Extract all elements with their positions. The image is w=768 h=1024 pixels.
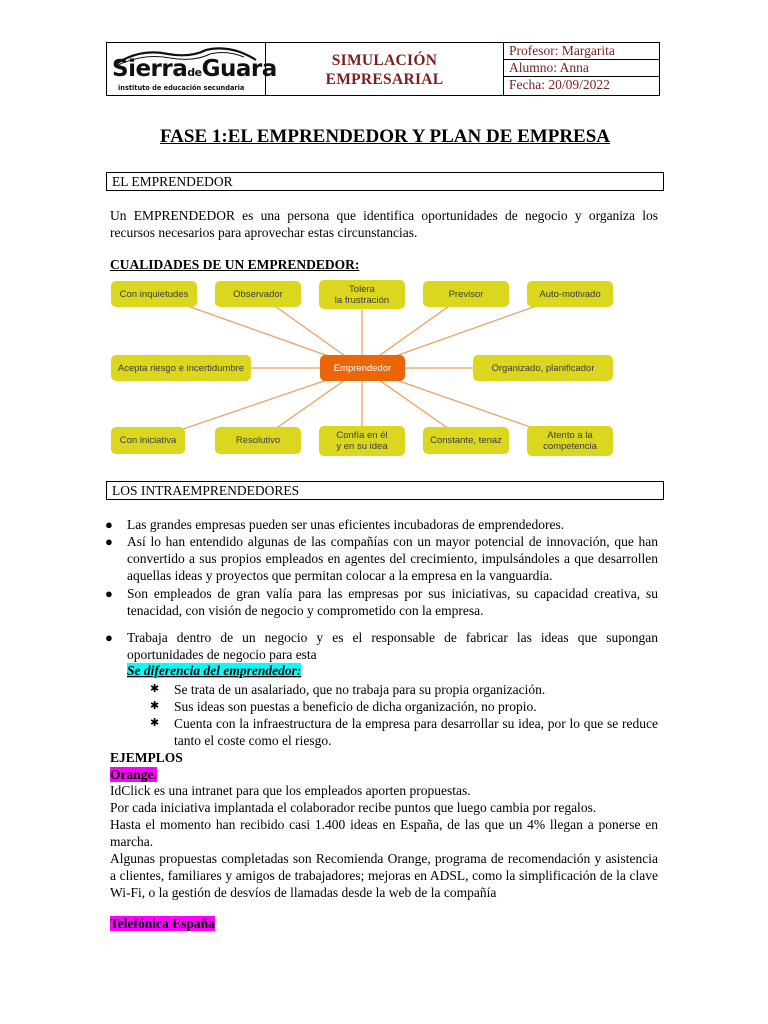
logo-subtitle: instituto de educación secundaria xyxy=(118,84,245,92)
header-title xyxy=(266,51,503,89)
sub-bullet-text: Sus ideas son puestas a beneficio de dicha organización, no propio. xyxy=(174,699,537,714)
section-heading-emprendedor: EL EMPRENDEDOR xyxy=(106,172,664,191)
examples-heading: EJEMPLOS xyxy=(110,750,183,765)
logo-word-sierra: Sierra xyxy=(112,56,188,82)
bullet-icon: ● xyxy=(105,586,113,601)
difference-label-wrapper xyxy=(127,662,301,679)
orange-line-2: Por cada iniciativa implantada el colaborador recibe puntos que luego cambia por regalos. xyxy=(110,800,597,815)
bullet-text: Así lo han entendido algunas de las compañías con un mayor potencial de innovación, que han convertido a sus propios empleados en agentes del crecimiento, impulsándoles a que desarrollen aquellas ideas y proyectos que permitan colocar a la empresa en la vanguardia. xyxy=(127,534,658,583)
header-title-line2: EMPRESARIAL xyxy=(325,71,444,88)
star-bullet-icon: ✱ xyxy=(150,700,160,712)
bullet-icon: ● xyxy=(105,517,113,532)
bullet-text: Trabaja dentro de un negocio y es el responsable de fabricar las ideas que supongan oportunidades de negocio para esta xyxy=(127,630,658,662)
bullet-text: Las grandes empresas pueden ser unas eficientes incubadoras de emprendedores. xyxy=(127,517,565,532)
bullet-text: Son empleados de gran valía para las empresas por sus iniciativas, su capacidad creativa, su tenacidad, con visión de negocio y comprometido con la empresa. xyxy=(127,586,658,618)
header-profesor: Profesor: Margarita xyxy=(504,43,659,60)
orange-line-3: Hasta el momento han recibido casi 1.400 ideas en España, de las que un 4% llegan a ponerse en marcha. xyxy=(110,817,658,849)
bullet-icon: ● xyxy=(105,630,113,645)
node-acepta-riesgo: Acepta riesgo e incertidumbre xyxy=(111,355,251,381)
emprendedor-definition: Un EMPRENDEDOR es una persona que identifica oportunidades de negocio y organiza los recursos necesarios para aprovechar estas circunstancias. xyxy=(110,208,658,240)
node-resolutivo: Resolutivo xyxy=(215,427,301,454)
node-atento-competencia: Atento a la competencia xyxy=(527,426,613,456)
sub-bullet-text: Cuenta con la infraestructura de la empresa para desarrollar su idea, por lo que se reduce tanto el coste como el riesgo. xyxy=(174,716,658,748)
header-title-line1: SIMULACIÓN xyxy=(331,52,438,69)
node-emprendedor-center: Emprendedor xyxy=(320,355,405,381)
qualities-heading: CUALIDADES DE UN EMPRENDEDOR: xyxy=(110,257,360,272)
header-fecha: Fecha: 20/09/2022 xyxy=(509,77,610,92)
difference-label: Se diferencia del emprendedor: xyxy=(127,663,302,678)
orange-label-wrapper xyxy=(110,766,157,783)
section-heading-intraemprendedores: LOS INTRAEMPRENDEDORES xyxy=(106,481,664,500)
orange-line-1: IdClick es una intranet para que los empleados aporten propuestas. xyxy=(110,783,471,798)
document-title: FASE 1:EL EMPRENDEDOR Y PLAN DE EMPRESA xyxy=(159,126,611,147)
sub-bullet-text: Se trata de un asalariado, que no trabaja para su propia organización. xyxy=(174,682,546,697)
logo-word-guara: Guara xyxy=(201,56,277,82)
bullet-icon: ● xyxy=(105,534,113,549)
orange-label: Orange. xyxy=(110,767,157,782)
node-con-iniciativa: Con iniciativa xyxy=(111,427,185,454)
node-constante-tenaz: Constante, tenaz xyxy=(423,427,509,454)
node-organizado-planificador: Organizado, planificador xyxy=(473,355,613,381)
star-bullet-icon: ✱ xyxy=(150,683,160,695)
node-confia-en-el: Confía en él y en su idea xyxy=(319,426,405,456)
node-previsor: Previsor xyxy=(423,281,509,307)
node-tolera-frustracion: Tolera la frustración xyxy=(319,280,405,309)
header-alumno: Alumno: Anna xyxy=(504,60,659,77)
star-bullet-icon: ✱ xyxy=(150,717,160,729)
node-auto-motivado: Auto-motivado xyxy=(527,281,613,307)
telefonica-label-wrapper xyxy=(110,915,215,932)
school-logo xyxy=(110,44,277,94)
orange-line-4: Algunas propuestas completadas son Recomienda Orange, programa de recomendación y asistencia a clientes, familiares y amigos de trabajadores; mejoras en ADSL, como la simplificación de la clave Wi-Fi, o la gestión de desvíos de llamadas desde la web de la compañía xyxy=(110,851,658,900)
node-observador: Observador xyxy=(215,281,301,307)
qualities-diagram xyxy=(108,276,616,462)
telefonica-label: Telefónica España xyxy=(110,916,215,931)
node-con-inquietudes: Con inquietudes xyxy=(111,281,197,307)
logo-word-de: de xyxy=(187,66,202,79)
